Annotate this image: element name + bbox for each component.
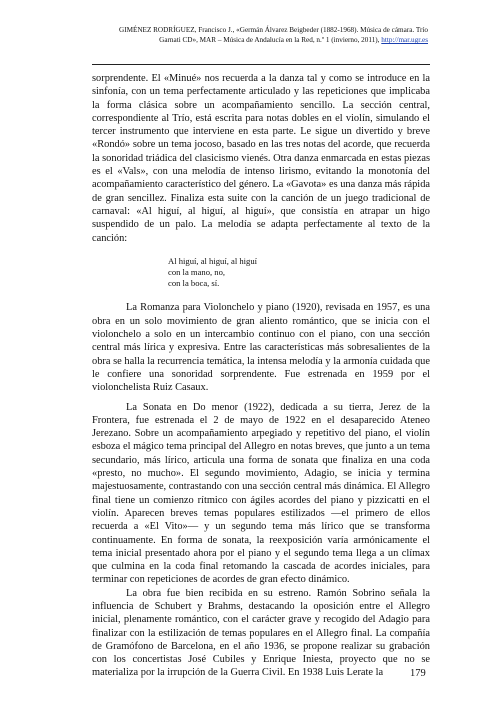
verse-line: con la mano, no, [168,267,226,278]
citation-text: GIMÉNEZ RODRÍGUEZ, Francisco J., «Germán Álvarez Beigbeder (1882-1968). Música de cámara. Trío Garnati CD», MAR – Música de Andalucía en la Red, n.º 1 (invierno, 2011), [119,26,428,45]
verse-line: con la boca, sí. [168,278,220,289]
paragraph-sonata: La Sonata en Do menor (1922), dedicada a su tierra, Jerez de la Frontera, fue estrenada el 2 de mayo de 1922 en el desaparecido Ateneo Jerezano. Sobre un acompañamiento arpegiado y repetitivo del piano, el violín esboza el mágico tema principal del Allegro en notas breves, que junto a un tema secundario, más lírico, articula una forma de sonata que finaliza en una coda «presto, no mucho». El segundo movimiento, Adagio, se inicia y termina majestuosamente, contrastando con una sección central más dinámica. El Allegro final tiene un comienzo rítmico con ágiles acordes del piano y pizzicatti en el violín. Aparecen breves temas populares estilizados —el primero de ellos recuerda a «El Vito»— y un segundo tema más lírico que se transforma continuamente. En forma de sonata, la reexposición varía armónicamente el tema inicial presentado ahora por el piano y el segundo tema llega a un clímax que culmina en la coda final retomando la cascada de acordes iniciales, para terminar con repeticiones de acordes de gran efecto dinámico. [92,401,430,586]
song-verse [168,256,430,290]
header-rule [92,64,430,65]
page-number: 179 [410,668,426,679]
paragraph-reception: La obra fue bien recibida en su estreno. Ramón Sobrino señala la influencia de Schubert y Brahms, destacando la oposición entre el Allegro inicial, plenamente romántico, con el carácter grave y recogido del Adagio para finalizar con la estilización de temas populares en el Allegro final. La compañía de Gramófono de Barcelona, en el año 1936, se propone realizar su grabación con los concertistas José Cubiles y Enrique Iniesta, proyecto que no se materializa por la irrupción de la Guerra Civil. En 1938 Luis Lerate la [92,587,430,679]
citation-link[interactable]: http://mar.ugr.es [381,36,428,45]
citation-header [110,25,428,45]
article-body [92,72,430,680]
verse-line: Al higuí, al higuí, al higuí [168,255,258,266]
paragraph-suite: sorprendente. El «Minué» nos recuerda a la danza tal y como se introduce en la sinfonía, con un tema perfectamente articulado y las repeticiones que implicaba la forma clásica sobre un acompañamiento sencillo. La sección central, correspondiente al Trío, está escrita para notas dobles en el violín, simulando el tercer instrumento que interviene en esta parte. Le sigue un divertido y breve «Rondó» sobre un tema jocoso, basado en las tres notas del acorde, que recuerda la sonoridad triádica del clasicismo vienés. Otra danza enmarcada en estas piezas es el «Vals», con una melodía de intenso lirismo, evitando la monotonía del acompañamiento característico del género. La «Gavota» es una danza más rápida de gran sencillez. Finaliza esta suite con la canción de un juego tradicional de carnaval: «Al higuí, al higuí, al higuí», que consistía en atrapar un higo suspendido de un palo. La melodía se adapta perfectamente al texto de la canción: [92,73,430,244]
paragraph-romanza: La Romanza para Violonchelo y piano (1920), revisada en 1957, es una obra en un solo movimiento de gran aliento romántico, que se inicia con el violonchelo a solo en un intercambio continuo con el piano, con una sección central más lírica y expresiva. Entre las características más sobresalientes de la obra se halla la recurrencia temática, la intensa melodía y la armonía cuidada que le confiere una sonoridad sorprendente. Fue estrenada en 1959 por el violonchelista Ruiz Casaux. [92,302,430,394]
